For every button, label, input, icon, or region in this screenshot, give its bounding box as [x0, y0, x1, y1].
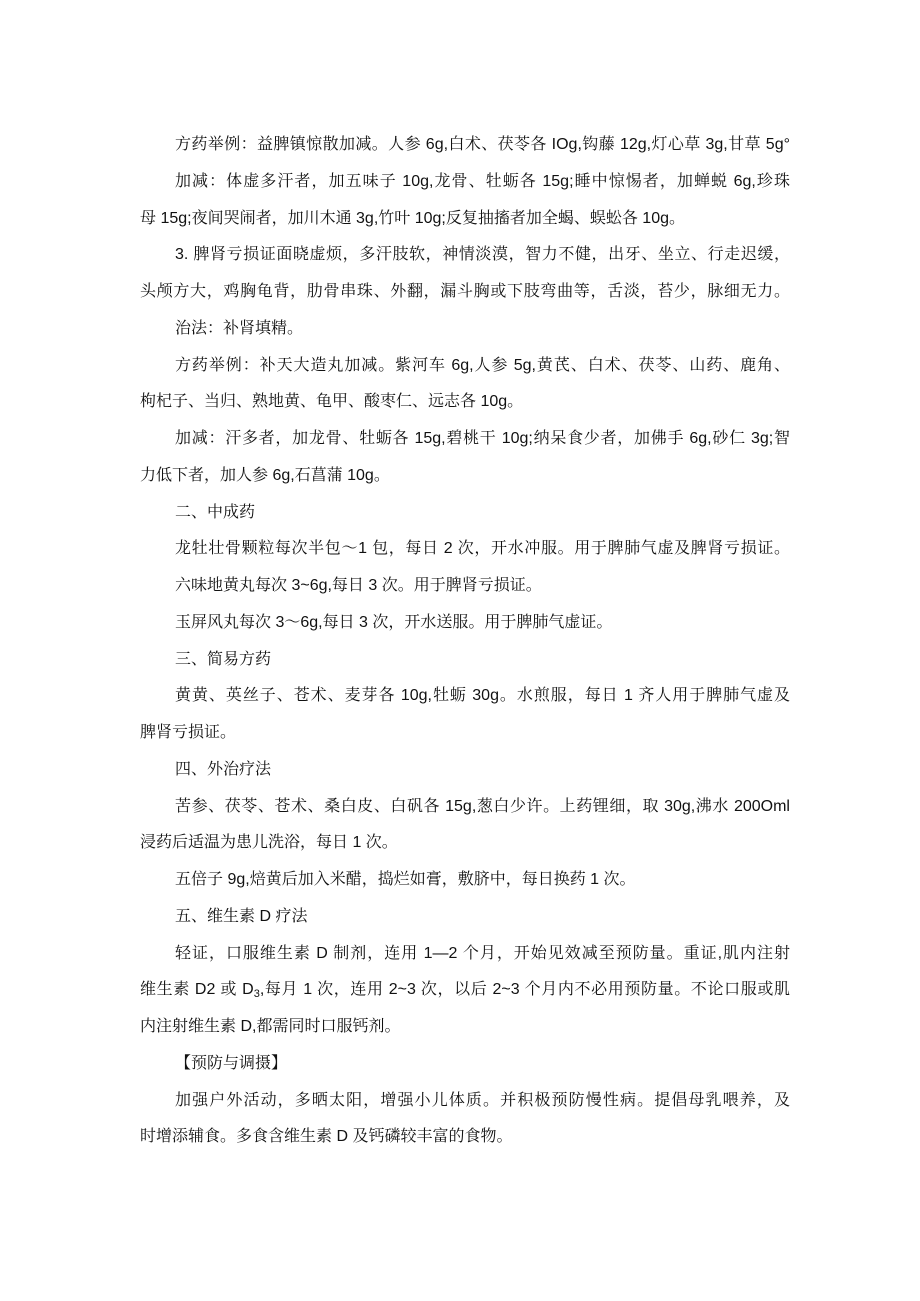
paragraph-syndrome — [140, 237, 790, 311]
document-body — [140, 127, 790, 1156]
text-line: 龙牡壮骨颗粒每次半包～1 包，每日 2 次，开水冲服。用于脾肺气虚及脾肾亏损证。 — [175, 540, 790, 558]
section-heading-text: 三、简易方药 — [175, 650, 272, 668]
section-heading-text: 二、中成药 — [175, 503, 256, 521]
paragraph-vitamin-d-therapy — [140, 936, 790, 1046]
text-line: 头颅方大，鸡胸龟背，肋骨串珠、外翻，漏斗胸或下肢弯曲等，舌淡，苔少，脉细无力。 — [140, 283, 790, 300]
section-heading — [140, 1046, 790, 1083]
paragraph-external-treatment — [140, 862, 790, 899]
text-line: 时增添辅食。多食含维生素 D 及钙磷较丰富的食物。 — [140, 1128, 513, 1146]
paragraph-external-treatment — [140, 789, 790, 863]
text-line: 加减：汗多者，加龙骨、牡蛎各 15g,碧桃干 10g;纳呆食少者，加佛手 6g,砂仁 3g;智 — [175, 430, 790, 447]
subscript-text: 3 — [253, 988, 260, 1001]
text-line: 苦参、茯苓、苍术、桑白皮、白矾各 15g,葱白少许。上药锂细，取 30g,沸水 200Oml — [175, 797, 790, 815]
text-line: 轻证，口服维生素 D 制剂，连用 1—2 个月，开始见效减至预防量。重证,肌内注射 — [175, 944, 790, 962]
text-line: 力低下者，加人参 6g,石菖蒲 10g。 — [140, 466, 390, 484]
text-line: 加强户外活动，多晒太阳，增强小儿体质。并积极预防慢性病。提倡母乳喂养，及 — [175, 1091, 790, 1109]
section-heading-text: 四、外治疗法 — [175, 760, 272, 778]
text-line: 浸药后适温为患儿洗浴，每日 1 次。 — [140, 834, 398, 852]
text-line: 治法：补肾填精。 — [175, 319, 304, 337]
text-line: 3. 脾肾亏损证面晓虚烦，多汗肢软，神情淡漠，智力不健，出牙、坐立、行走迟缓， — [175, 246, 790, 264]
section-heading — [140, 899, 790, 936]
text-segment: ,每月 1 次，连用 2~3 次，以后 2~3 个月内不必用预防量。不论口服或肌 — [259, 981, 790, 999]
text-line: 黄黄、英丝子、苍术、麦芽各 10g,牡蛎 30g。水煎服，每日 1 齐人用于脾肺气虚及 — [175, 687, 790, 705]
section-heading — [140, 642, 790, 679]
paragraph-prescription-example — [140, 127, 790, 164]
paragraph-simple-prescription — [140, 678, 790, 752]
text-line: 脾肾亏损证。 — [140, 724, 237, 741]
paragraph-patent-medicine — [140, 605, 790, 642]
paragraph-patent-medicine — [140, 568, 790, 605]
paragraph-prescription-example — [140, 348, 790, 422]
text-line: 方药举例：补天大造丸加减。紫河车 6g,人参 5g,黄芪、白术、茯苓、山药、鹿角、 — [175, 356, 790, 374]
text-line: 玉屏风丸每次 3～6g,每日 3 次，开水送服。用于脾肺气虚证。 — [175, 613, 613, 631]
text-segment: 维生素 D2 或 D — [140, 981, 254, 999]
paragraph-modification — [140, 164, 790, 238]
section-heading-text: 【预防与调摄】 — [175, 1054, 288, 1072]
text-line: 枸杞子、当归、熟地黄、龟甲、酸枣仁、远志各 10g。 — [140, 393, 524, 411]
text-line — [140, 972, 790, 1009]
paragraph-modification — [140, 421, 790, 495]
paragraph-patent-medicine — [140, 531, 790, 568]
paragraph-treatment — [140, 311, 790, 348]
text-line: 加减：体虚多汗者，加五味子 10g,龙骨、牡蛎各 15g;睡中惊惕者，加蝉蜕 6g,珍珠 — [175, 172, 790, 190]
paragraph-prevention — [140, 1083, 790, 1157]
section-heading — [140, 495, 790, 532]
section-heading-text: 五、维生素 D 疗法 — [175, 907, 308, 925]
section-heading — [140, 752, 790, 789]
text-line: 内注射维生素 D,都需同时口服钙剂。 — [140, 1018, 401, 1035]
text-line: 六味地黄丸每次 3~6g,每日 3 次。用于脾肾亏损证。 — [175, 577, 542, 594]
text-line: 方药举例：益脾镇惊散加减。人参 6g,白术、茯苓各 IOg,钩藤 12g,灯心草 3g,甘草 5g° — [175, 136, 790, 153]
text-line: 母 15g;夜间哭闹者，加川木通 3g,竹叶 10g;反复抽搐者加全蝎、蜈蚣各 10g。 — [140, 209, 686, 227]
text-line: 五倍子 9g,焙黄后加入米醋，捣烂如膏，敷脐中，每日换药 1 次。 — [175, 871, 636, 888]
